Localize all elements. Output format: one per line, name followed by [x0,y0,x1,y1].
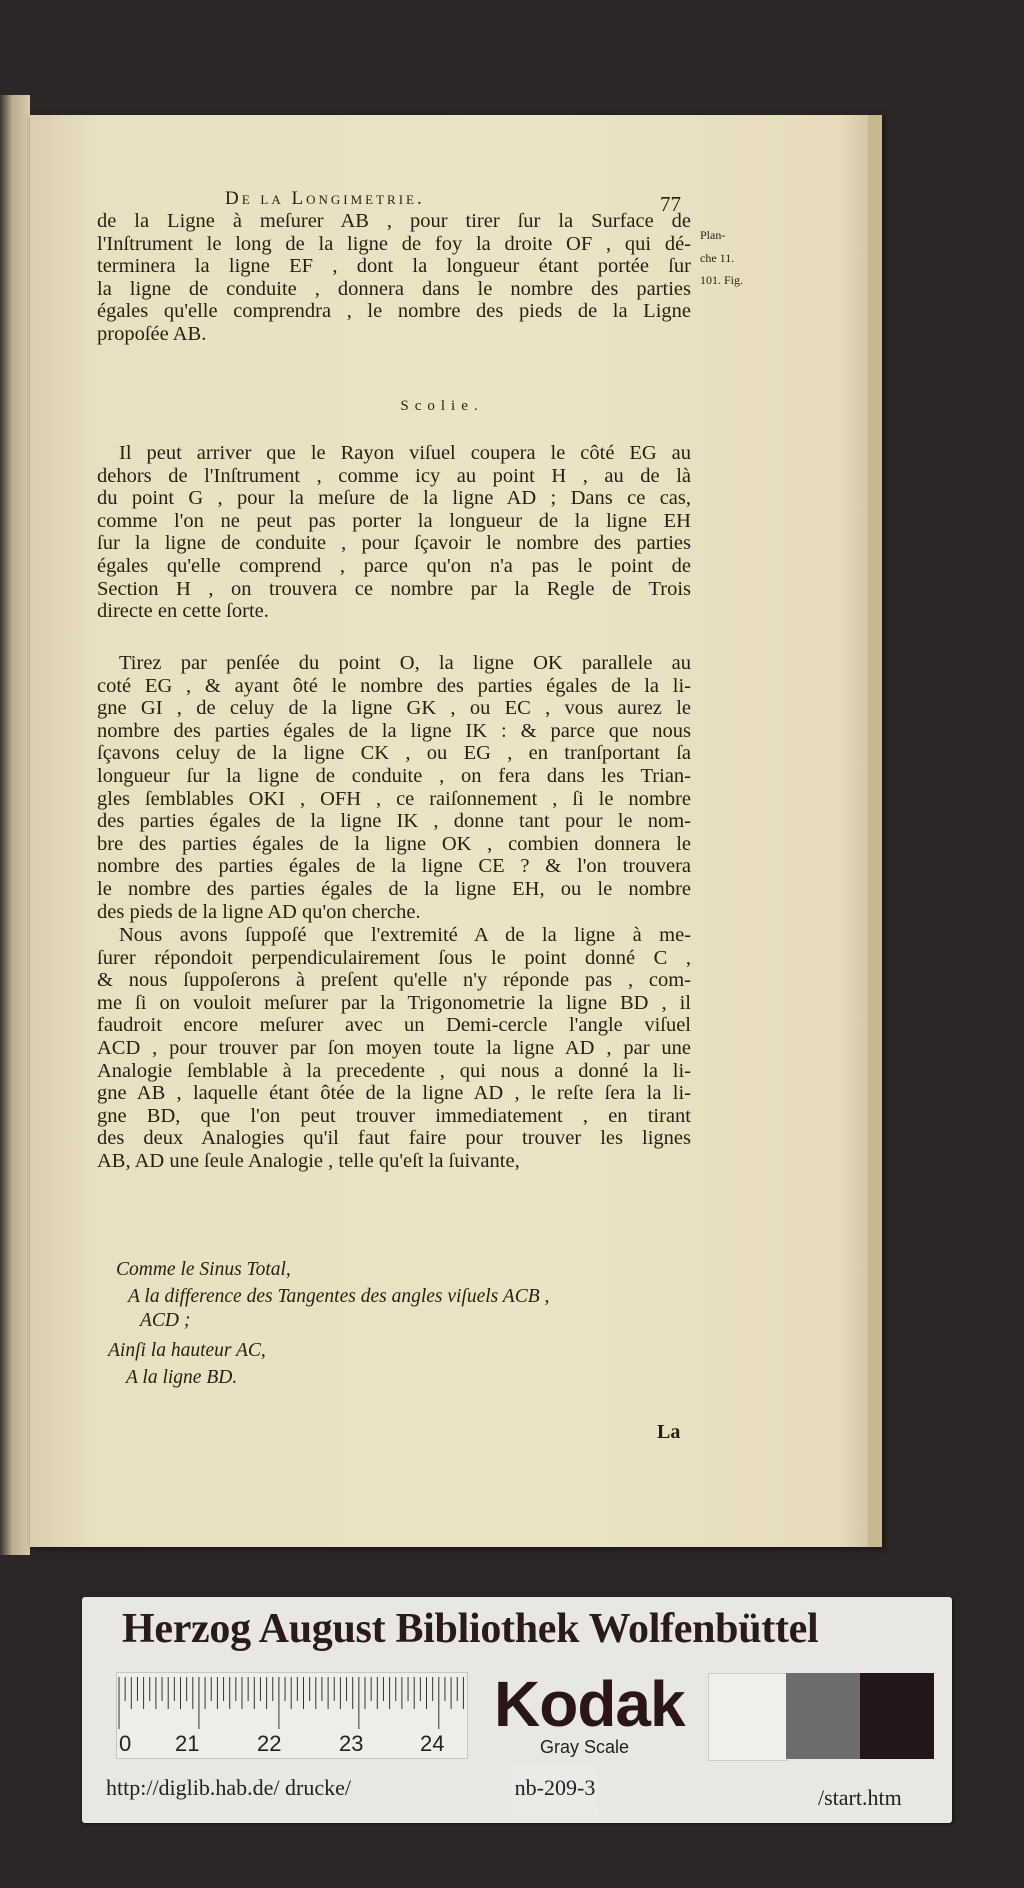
margin-note-line: 101. Fig. [700,273,744,288]
text-line: bre des parties égales de la ligne OK , combien donnera le [97,832,691,855]
text-line: gles ſemblables OKI , OFH , ce raiſonnement , ſi le nombre [97,787,691,810]
text-line: comme l'on ne peut pas porter la longueur de la ligne EH [97,509,691,532]
text-line: nombre des parties égales de la ligne IK : & parce que nous [97,719,691,742]
text-line: du point G , pour la meſure de la ligne AD ; Dans ce cas, [97,487,691,510]
text-line: Nous avons ſuppoſé que l'extremité A de la ligne à me- [119,924,691,946]
text-line: & nous ſuppoſerons à preſent qu'elle n'y réponde pas , com- [97,969,691,992]
text-line: me ſi on vouloit meſurer par la Trigonometrie la ligne BD , il [97,991,691,1014]
ruler [116,1672,468,1759]
verse-line: A la difference des Tangentes des angles viſuels ACB , [128,1286,550,1307]
paragraph-4 [97,924,691,1173]
text-line: l'Inſtrument le long de la ligne de foy la droite OF , qui dé- [97,232,691,255]
text-line: le nombre des parties égales de la ligne EH, ou le nombre [97,877,691,900]
text-line: de la Ligne à meſurer AB , pour tirer ſur la Surface de [97,210,691,232]
verse-line: A la ligne BD. [126,1367,238,1388]
margin-note-line: che 11. [700,250,735,265]
text-line: Section H , on trouvera ce nombre par la Regle de Trois [97,577,691,600]
ruler-ticks [117,1673,467,1733]
verse-line: Comme le Sinus Total, [116,1259,291,1280]
text-line: Tirez par penſée du point O, la ligne OK parallele au [119,652,691,674]
catchword: La [657,1421,681,1443]
text-line: faudroit encore meſurer avec un Demi-cercle l'angle viſuel [97,1014,691,1037]
text-line: propoſée AB. [97,322,207,345]
gray-swatch-black [860,1673,934,1759]
text-line: égales qu'elle comprend , parce qu'on n'a pas le point de [97,554,691,577]
gray-swatch-white [708,1673,788,1761]
margin-note [700,224,743,292]
text-line: coté EG , & ayant ôté le nombre des parties égales de la li- [97,674,691,697]
gray-scale-label: Gray Scale [540,1737,630,1757]
ruler-label: 23 [339,1731,364,1756]
text-line: ſçavons celuy de la ligne CK , ou EG , en tranſportant ſa [97,742,691,765]
text-line: ACD , pour trouver par ſon moyen toute la ligne AD , par une [97,1036,691,1059]
library-label-card [82,1597,952,1823]
ruler-label: 22 [257,1731,282,1756]
ruler-label: 24 [420,1731,445,1756]
text-line: nombre des parties égales de la ligne CE ? & l'on trouvera [97,855,691,878]
page-edge-shadow [868,115,882,1547]
text-line: des pieds de la ligne AD qu'on cherche. [97,900,421,923]
shelfmark: nb-209-3 [512,1765,598,1815]
paragraph-1 [97,210,691,346]
section-title: Scolie. [400,398,484,414]
text-line: gne GI , de celuy de la ligne GK , ou EC , vous aurez le [97,697,691,720]
running-head: De la Longimetrie. [225,188,425,209]
paragraph-2 [97,442,691,623]
digital-library-url: http://diglib.hab.de/ drucke/ [106,1775,352,1800]
text-line: terminera la ligne EF , dont la longueur étant portée ſur [97,255,691,278]
text-line: Il peut arriver que le Rayon viſuel coupera le côté EG au [119,442,691,464]
kodak-logo: Kodak [494,1668,685,1740]
text-line: gne BD, que l'on peut trouver immediatement , en tirant [97,1104,691,1127]
text-line: égales qu'elle comprendra , le nombre des pieds de la Ligne [97,300,691,323]
text-line: la ligne de conduite , donnera dans le nombre des parties [97,277,691,300]
library-name: Herzog August Bibliothek Wolfenbüttel [122,1606,819,1652]
text-line: longueur ſur la ligne de conduite , on fera dans les Trian- [97,764,691,787]
text-line: des parties égales de la ligne IK , donne tant pour le nom- [97,810,691,833]
text-line: AB, AD une ſeule Analogie , telle qu'eſt la ſuivante, [97,1149,520,1172]
text-line: Analogie ſemblable à la precedente , qui nous a donné la li- [97,1059,691,1082]
text-line: directe en cette ſorte. [97,600,269,623]
text-line: ſurer répondoit perpendiculairement ſous le point donné C , [97,946,691,969]
text-line: ſur la ligne de conduite , pour ſçavoir le nombre des parties [97,532,691,555]
margin-note-line: Plan- [700,228,726,242]
ruler-label: 21 [175,1731,200,1756]
gray-swatch-mid [786,1673,860,1759]
text-line: gne AB , laquelle étant ôtée de la ligne AD , le reſte ſera la li- [97,1082,691,1105]
ruler-label: 0 [119,1731,132,1756]
verse-line: Ainſi la hauteur AC, [108,1340,266,1361]
text-line: dehors de l'Inſtrument , comme icy au point H , au de là [97,464,691,487]
page-number: 77 [660,192,681,216]
verse-line: ACD ; [140,1310,191,1331]
text-line: des deux Analogies qu'il faut faire pour trouver les lignes [97,1127,691,1150]
paragraph-3 [97,652,691,923]
facing-page-edge [0,95,30,1555]
url-suffix: /start.htm [818,1785,902,1810]
